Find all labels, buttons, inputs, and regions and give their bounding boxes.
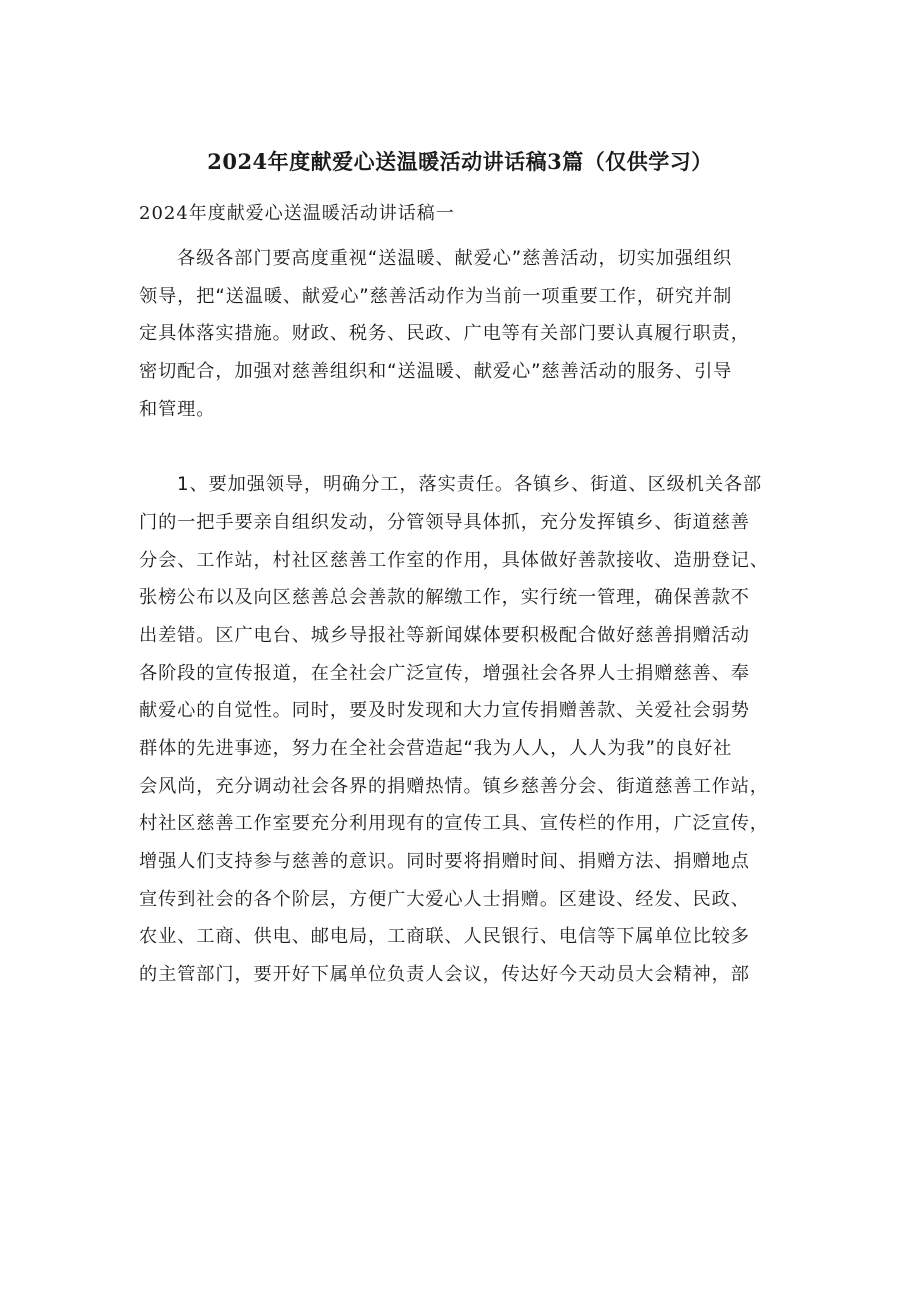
text-line: 献爱心的自觉性。同时，要及时发现和大力宣传捐赠善款、关爱社会弱势 <box>139 700 750 722</box>
text-line: 宣传到社会的各个阶层，方便广大爱心人士捐赠。区建设、经发、民政、 <box>139 888 750 910</box>
text-line: 农业、工商、供电、邮电局，工商联、人民银行、电信等下属单位比较多 <box>139 926 750 948</box>
paragraph-1 <box>139 240 799 428</box>
text-line: 增强人们支持参与慈善的意识。同时要将捐赠时间、捐赠方法、捐赠地点 <box>139 851 750 872</box>
text-line: 1、要加强领导，明确分工，落实责任。各镇乡、街道、区级机关各部 <box>177 474 763 496</box>
text-line: 密切配合，加强对慈善组织和“送温暖、献爱心”慈善活动的服务、引导 <box>139 361 733 383</box>
text-line: 的主管部门，要开好下属单位负责人会议，传达好今天动员大会精神，部 <box>139 964 750 986</box>
text-line: 出差错。区广电台、城乡导报社等新闻媒体要积极配合做好慈善捐赠活动 <box>139 624 750 646</box>
text-line: 分会、工作站，村社区慈善工作室的作用，具体做好善款接收、造册登记、 <box>139 549 769 571</box>
text-line: 定具体落实措施。财政、税务、民政、广电等有关部门要认真履行职责， <box>139 323 750 345</box>
text-line: 领导，把“送温暖、献爱心”慈善活动作为当前一项重要工作，研究并制 <box>139 285 733 307</box>
section-heading: 2024年度献爱心送温暖活动讲话稿一 <box>139 203 455 224</box>
document-title: 2024年度献爱心送温暖活动讲话稿3篇（仅供学习） <box>207 149 713 174</box>
text-line: 张榜公布以及向区慈善总会善款的解缴工作，实行统一管理，确保善款不 <box>139 587 750 609</box>
text-line: 会风尚，充分调动社会各界的捐赠热情。镇乡慈善分会、街道慈善工作站， <box>139 775 769 797</box>
text-line: 各阶段的宣传报道，在全社会广泛宣传，增强社会各界人士捐赠慈善、奉 <box>139 662 750 684</box>
document-body <box>139 240 799 994</box>
text-line: 和管理。 <box>139 398 216 420</box>
text-line: 群体的先进事迹，努力在全社会营造起“我为人人，人人为我”的良好社 <box>139 737 733 759</box>
paragraph-spacer <box>139 428 799 466</box>
text-line: 各级各部门要高度重视“送温暖、献爱心”慈善活动，切实加强组织 <box>177 248 733 269</box>
paragraph-2 <box>139 466 799 994</box>
text-line: 村社区慈善工作室要充分利用现有的宣传工具、宣传栏的作用，广泛宣传， <box>139 813 769 835</box>
text-line: 门的一把手要亲自组织发动，分管领导具体抓，充分发挥镇乡、街道慈善 <box>139 511 750 533</box>
